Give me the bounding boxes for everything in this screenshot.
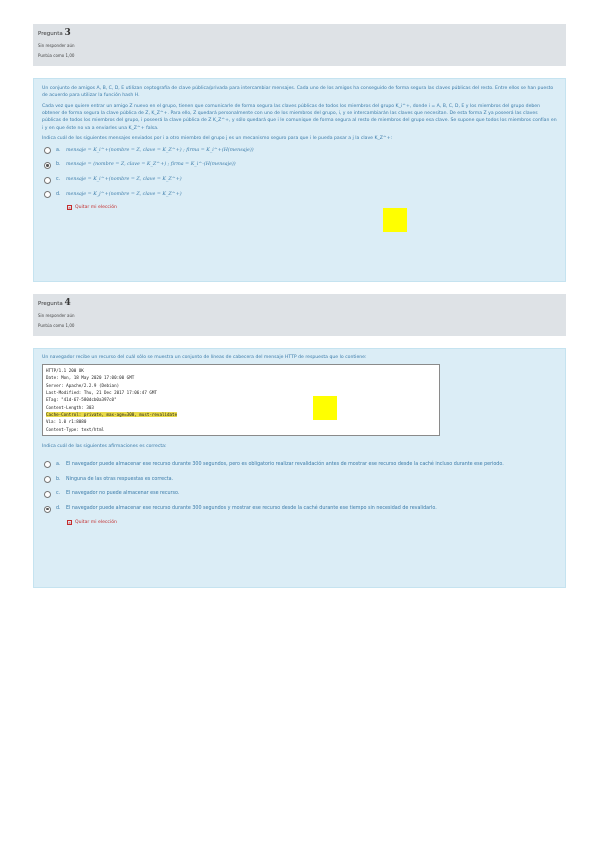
http-headers-box: HTTP/1.1 200 OK Date: Mon, 18 May 2020 17:00:00 GMT Server: Apache/2.2.9 (Debian) Last-Modified: Thu, 21 Dec 2017 17:06:47 GMT ETag: "41d-67-580dcb0a397c0" Content-Length: 303 Cache-Control: private, max-age=300, must-revalidate Via: 1.0 r1:8080 Content-Type: text/html <box>42 364 440 436</box>
clear-choice-link[interactable]: × Quitar mi elección <box>68 519 117 525</box>
answer-text: El navegador puede almacenar ese recurso durante 300 segundos y mostrar ese recurso desde la caché durante ese tiempo sin necesidad de revalidarlo. <box>66 506 437 511</box>
answer-option-d[interactable]: d. mensaje = K_j^+(nombre = Z, clave = K_Z^+) <box>44 191 557 199</box>
radio-a[interactable] <box>44 461 51 468</box>
question-number: Pregunta 3 <box>38 28 71 38</box>
radio-c[interactable] <box>44 491 51 498</box>
question-number: Pregunta 4 <box>38 298 71 308</box>
question-3-para-2: Cada vez que quiere entrar un amigo Z nuevo en el grupo, tienen que comunicarle de forma segura las claves públicas de todos los miembros del grupo K_i^+, donde i = A, B, C, D, E y los miembros del grupo deben obtener de forma segura la clave pública de Z, K_Z^+. Para ello, Z quedará personalmente con uno de los miembros del grupo, i, y se intercambiarán las claves que necesitan. De esta forma Z ya poseerá las claves públicas de todos los miembros del grupo, i poseerá la clave pública de Z K_Z^+, y sólo quedará que i le comunique de forma segura al resto de miembros del grupo esa clave. Se supone que todos los miembros confían en i y en que éste no va a enviarles una K_Z^+ falsa. <box>42 104 557 131</box>
question-3-info <box>33 24 566 66</box>
question-status: Sin responder aún <box>38 43 75 48</box>
answer-option-b[interactable]: b. mensaje = (nombre = Z, clave = K_Z^+) ; firma = K_i^-(H(mensaje)) <box>44 161 557 169</box>
question-points: Puntúa como 1,00 <box>38 323 75 329</box>
answer-list <box>44 147 557 199</box>
question-3-content <box>33 78 566 282</box>
answer-option-d[interactable]: d. El navegador puede almacenar ese recurso durante 300 segundos y mostrar ese recurso desde la caché durante ese tiempo sin necesidad de revalidarlo. <box>44 505 557 513</box>
answer-text: Ninguna de las otras respuestas es correcta. <box>66 476 174 482</box>
yellow-marker <box>313 396 337 420</box>
answer-text: mensaje = (nombre = Z, clave = K_Z^+) ; firma = K_i^-(H(mensaje)) <box>66 162 236 168</box>
radio-d[interactable] <box>44 191 51 198</box>
clear-x-icon: × <box>68 520 72 525</box>
yellow-marker <box>383 208 407 232</box>
radio-b[interactable] <box>44 476 51 483</box>
clear-x-icon: × <box>68 206 72 211</box>
answer-text: El navegador no puede almacenar ese recurso. <box>66 491 180 497</box>
radio-a[interactable] <box>44 147 51 154</box>
answer-option-a[interactable]: a. El navegador puede almacenar ese recurso durante 300 segundos, pero es obligatorio realizar revalidación antes de mostrar ese recurso desde la caché incluso durante ese periodo. <box>44 461 557 469</box>
answer-text: El navegador puede almacenar ese recurso durante 300 segundos, pero es obligatorio realizar revalidación antes de mostrar ese recurso desde la caché incluso durante ese periodo. <box>66 461 504 467</box>
question-4-info <box>33 294 566 336</box>
radio-d-selected[interactable] <box>44 506 51 513</box>
answer-option-c[interactable]: c. El navegador no puede almacenar ese recurso. <box>44 490 557 498</box>
answer-option-b[interactable]: b. Ninguna de las otras respuestas es correcta. <box>44 476 557 484</box>
cache-control-line: Cache-Control: private, max-age=300, must-revalidate <box>46 411 178 417</box>
answer-list <box>44 461 557 513</box>
answer-text: mensaje = K_i^+(nombre = Z, clave = K_Z^+) <box>66 177 182 182</box>
answer-text: mensaje = K_j^+(nombre = Z, clave = K_Z^+) <box>66 191 182 197</box>
question-3-prompt: Indica cuál de los siguientes mensajes enviados por i a otro miembro del grupo j es un mecanismo seguro para que i le pueda pasar a j la clave K_Z^+: <box>42 135 393 141</box>
answer-text: mensaje = K_i^+(nombre = Z, clave = K_Z^+) ; firma = K_i^+(H(mensaje)) <box>66 147 254 153</box>
question-points: Puntúa como 1,00 <box>38 53 75 59</box>
question-3-para-1: Un conjunto de amigos A, B, C, D, E utilizan ceptografía de clave pública/privada para intercambiar mensajes. Cada uno de los amigos ha conseguido de forma segura las claves públicas del resto. Entre ellos se han puesto de acuerdo para utilizar la función hash H. <box>42 86 554 99</box>
question-status: Sin responder aún <box>38 313 75 318</box>
radio-b-selected[interactable] <box>44 162 51 169</box>
question-text <box>42 85 557 132</box>
question-4-intro: Un navegador recibe un recurso del cuál sólo se muestra un conjunto de líneas de cabecera del mensaje HTTP de respuesta que lo contiene: <box>42 355 367 360</box>
question-4-prompt: Indica cuál de las siguientes afirmaciones es correcta: <box>42 443 167 449</box>
question-4-content <box>33 348 566 588</box>
answer-option-a[interactable]: a. mensaje = K_i^+(nombre = Z, clave = K_Z^+) ; firma = K_i^+(H(mensaje)) <box>44 147 557 155</box>
answer-option-c[interactable]: c. mensaje = K_i^+(nombre = Z, clave = K_Z^+) <box>44 176 557 184</box>
clear-choice-link[interactable]: × Quitar mi elección <box>68 205 117 211</box>
radio-c[interactable] <box>44 177 51 184</box>
